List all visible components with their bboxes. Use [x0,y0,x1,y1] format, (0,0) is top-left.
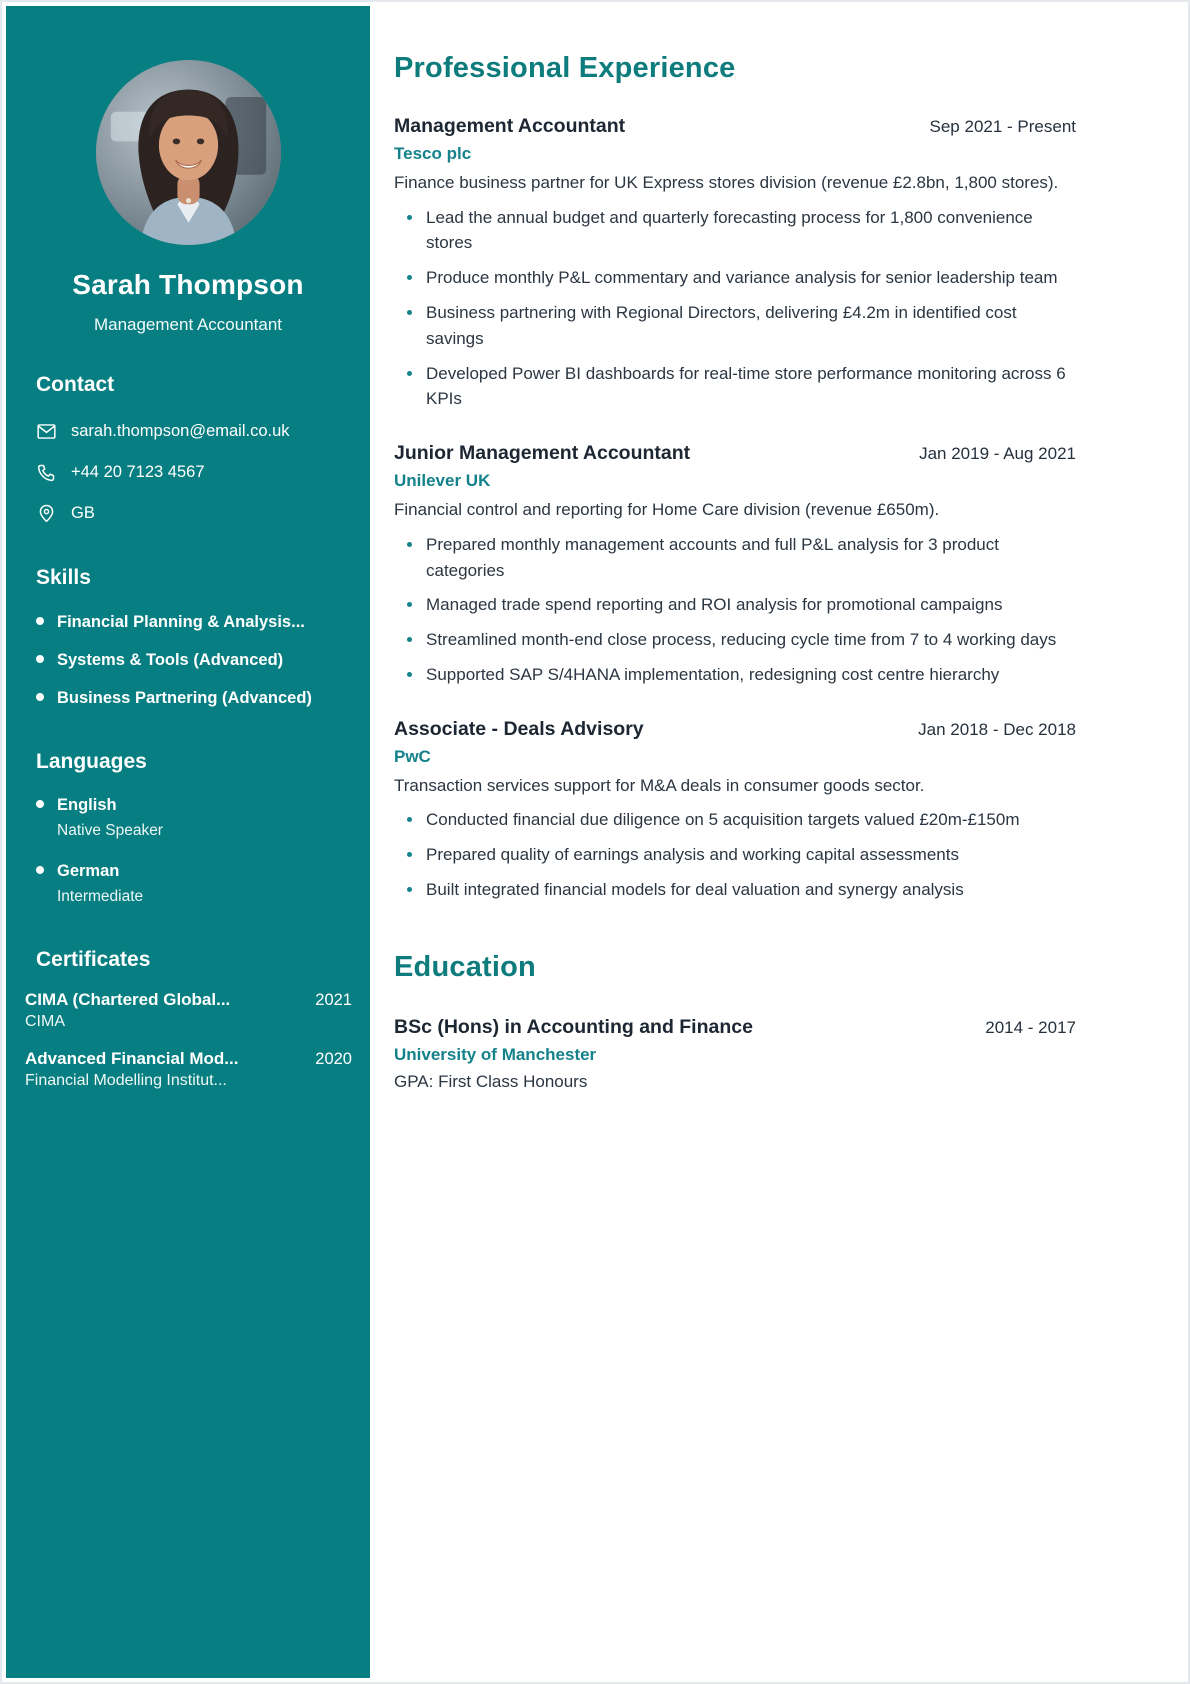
certificates-heading: Certificates [36,948,151,971]
job-entry [394,442,1076,688]
person-title: Management Accountant [93,315,283,334]
job-bullet: Prepared monthly management accounts and full P&L analysis for 3 product categories [394,532,1076,584]
contact-location: GB [71,504,95,522]
contact-location-row [36,503,340,524]
skill-label: Financial Planning & Analysis... [57,613,305,631]
job-bullet-list [394,807,1076,902]
certificate-item [25,990,352,1031]
skill-label: Business Partnering (Advanced) [57,689,312,707]
language-name: German [57,862,120,880]
certificate-year: 2021 [315,991,352,1009]
certificate-name: Advanced Financial Mod... [25,1049,239,1068]
job-company: PwC [394,746,431,766]
contact-email: sarah.thompson@email.co.uk [71,422,290,440]
certificates-list [25,990,352,1090]
skill-item [36,689,340,708]
education-school: University of Manchester [394,1044,597,1064]
person-name: Sarah Thompson [72,269,304,300]
contact-phone: +44 20 7123 4567 [71,463,205,481]
job-summary: Transaction services support for M&A deals in consumer goods sector. [394,775,925,795]
bullet-dot-icon [36,866,44,874]
education-section-heading: Education [394,950,536,983]
job-summary: Financial control and reporting for Home Care division (revenue £650m). [394,500,940,520]
avatar [96,60,281,245]
job-bullet-list [394,205,1076,413]
education-gpa: GPA: First Class Honours [394,1071,588,1091]
email-icon [36,421,57,442]
job-company: Tesco plc [394,144,472,163]
languages-heading: Languages [36,750,147,773]
certificate-issuer: CIMA [25,1013,65,1030]
job-bullet: Developed Power BI dashboards for real-time store performance monitoring across 6 KPIs [394,361,1076,413]
job-entry [394,718,1076,903]
profile-photo-illustration [96,60,281,245]
job-bullet-list [394,532,1076,688]
job-title: Management Accountant [394,115,626,137]
language-name: English [57,796,117,814]
bullet-dot-icon [36,800,44,808]
language-level: Intermediate [57,888,144,905]
phone-icon [36,462,57,483]
skill-item [36,613,340,632]
job-bullet: Managed trade spend reporting and ROI analysis for promotional campaigns [394,592,1076,618]
job-summary: Finance business partner for UK Express stores division (revenue £2.8bn, 1,800 stores). [394,173,1059,192]
bullet-dot-icon [36,693,44,701]
job-bullet: Produce monthly P&L commentary and variance analysis for senior leadership team [394,265,1076,291]
main-content [370,2,1188,1682]
certificate-issuer: Financial Modelling Institut... [25,1072,227,1089]
job-bullet: Supported SAP S/4HANA implementation, redesigning cost centre hierarchy [394,662,1076,688]
education-entry [394,1016,1076,1095]
contact-phone-row [36,462,340,483]
job-bullet: Built integrated financial models for deal valuation and synergy analysis [394,877,1076,903]
certificate-item [25,1049,352,1090]
job-title: Junior Management Accountant [394,442,691,465]
sidebar [6,6,370,1678]
language-item [36,796,340,840]
skill-item [36,651,340,670]
contact-heading: Contact [36,373,115,396]
job-dates: Jan 2018 - Dec 2018 [918,719,1076,739]
education-dates: 2014 - 2017 [985,1017,1076,1037]
job-bullet: Prepared quality of earnings analysis and working capital assessments [394,842,1076,868]
language-item [36,862,340,906]
job-bullet: Lead the annual budget and quarterly forecasting process for 1,800 convenience stores [394,205,1076,257]
certificate-year: 2020 [315,1050,352,1068]
bullet-dot-icon [36,617,44,625]
degree-title: BSc (Hons) in Accounting and Finance [394,1015,753,1038]
skill-label: Systems & Tools (Advanced) [57,651,284,669]
certificate-name: CIMA (Chartered Global... [25,990,231,1009]
location-pin-icon [36,503,57,524]
bullet-dot-icon [36,655,44,663]
experience-section-heading: Professional Experience [394,52,736,84]
job-entry [394,115,1076,412]
job-company: Unilever UK [394,471,491,491]
job-title: Associate - Deals Advisory [394,717,644,740]
skills-heading: Skills [36,566,91,589]
language-level: Native Speaker [57,822,163,839]
job-dates: Jan 2019 - Aug 2021 [919,444,1076,464]
job-dates: Sep 2021 - Present [929,117,1076,136]
job-bullet: Streamlined month-end close process, reducing cycle time from 7 to 4 working days [394,627,1076,653]
job-bullet: Business partnering with Regional Directors, delivering £4.2m in identified cost savings [394,300,1076,352]
job-bullet: Conducted financial due diligence on 5 acquisition targets valued £20m-£150m [394,807,1076,833]
contact-email-row [36,421,340,442]
